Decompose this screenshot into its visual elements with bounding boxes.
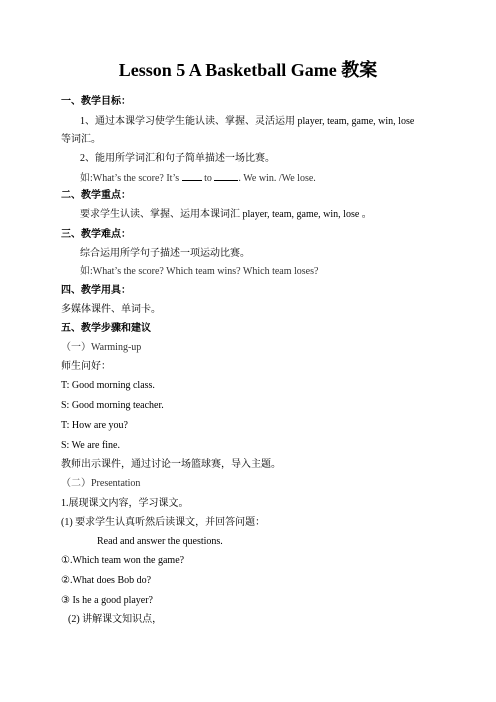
- dialogue-line-2: S: Good morning teacher.: [61, 400, 164, 411]
- difficulties-example: 如:What’s the score? Which team wins? Which team loses?: [80, 266, 319, 277]
- score-blank-1: [182, 170, 202, 181]
- step-1: 1.展现课文内容，学习课文。: [61, 498, 189, 509]
- intro-text: 教师出示课件，通过讨论一场篮球赛，导入主题。: [61, 459, 281, 470]
- question-3: ③ Is he a good player?: [61, 595, 153, 606]
- objective-1-line1: 1、通过本课学习使学生能认读、掌握、灵活运用 player, team, game, win, lose: [80, 116, 415, 127]
- objective-1-line2: 等词汇。: [61, 134, 101, 145]
- objective-2: 2、能用所学词汇和句子简单描述一场比赛。: [80, 153, 275, 164]
- warmup-heading: （一）Warming-up: [61, 342, 142, 353]
- page-title: Lesson 5 A Basketball Game 教案: [118, 60, 378, 80]
- section-heading-difficulties: 三、教学难点：: [61, 229, 131, 240]
- example-part-a: 如:What’s the score? It’s: [80, 173, 180, 184]
- dialogue-line-4: S: We are fine.: [61, 440, 120, 451]
- question-2: ②.What does Bob do?: [61, 575, 152, 586]
- step-1b: (2) 讲解课文知识点，: [68, 614, 163, 625]
- greeting-label: 师生问好：: [61, 361, 111, 372]
- dialogue-line-3: T: How are you?: [61, 420, 128, 431]
- difficulties-text: 综合运用所学句子描述一项运动比赛。: [80, 248, 250, 259]
- score-blank-2: [214, 170, 238, 181]
- step-1a: (1) 要求学生认真听然后读课文，并回答问题：: [61, 517, 266, 528]
- key-points-text: 要求学生认读、掌握、运用本课词汇 player, team, game, win, lose 。: [80, 209, 372, 220]
- dialogue-line-1: T: Good morning class.: [61, 380, 155, 391]
- objective-example: [80, 170, 316, 186]
- question-1: ①.Which team won the game?: [61, 555, 185, 566]
- example-part-c: . We win. /We lose.: [238, 173, 316, 184]
- section-heading-key-points: 二、教学重点：: [61, 190, 131, 201]
- presentation-heading: （二）Presentation: [61, 478, 141, 489]
- section-heading-materials: 四、教学用具：: [61, 285, 131, 296]
- materials-text: 多媒体课件、单词卡。: [61, 304, 161, 315]
- section-heading-objectives: 一、教学目标：: [61, 96, 131, 107]
- section-heading-steps: 五、教学步骤和建议: [61, 323, 151, 334]
- example-part-b: to: [204, 173, 212, 184]
- task-instruction: Read and answer the questions.: [97, 536, 223, 547]
